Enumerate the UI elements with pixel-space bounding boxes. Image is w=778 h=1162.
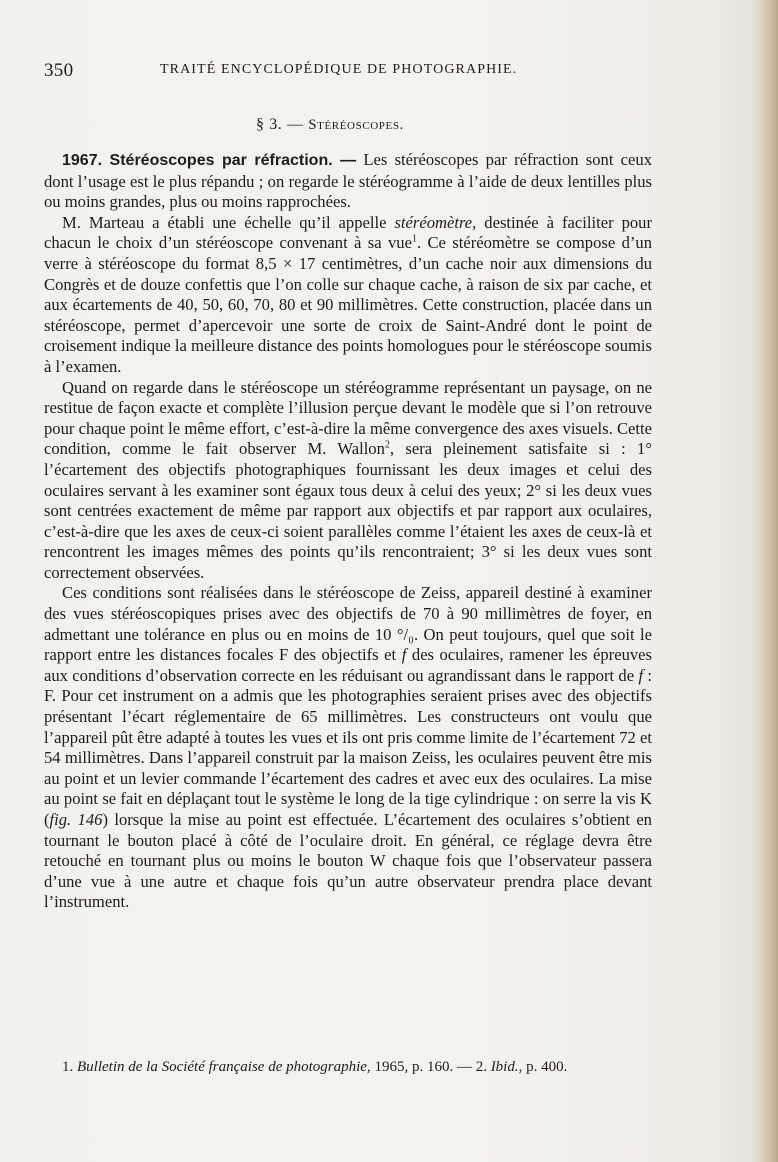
italic-term: stéréomètre, bbox=[394, 212, 477, 232]
paragraph-text: . Ce stéréomètre se compose d’un verre à stéréoscope du format 8,5 × 17 centimètres, d’un cache noir aux dimensions du Congrès et de douze confettis que l’on colle sur chaque cache, à raison de six par cache, et aux écartements de 40, 50, 60, 70, 80 et 90 millimètres. Cette construction, placée dans un stéréoscope, permet d’apercevoir une sorte de croix de Saint-André dont le point de croisement indique la meilleure distance des points homologues pour le stéréoscope soumis à l’examen. bbox=[44, 233, 653, 376]
footnote-number: 1. bbox=[62, 1059, 77, 1075]
paragraph-4 bbox=[44, 583, 652, 913]
footnote-ref: 1 bbox=[411, 233, 417, 245]
paragraph-text: Ces conditions sont réalisées dans le stéréoscope de Zeiss, appareil destiné à examiner des vues stéréoscopiques prises avec des objectifs de 70 à 90 millimètres de foyer, en admettant une tolérance en plus ou en moins de 10 °/₀. On peut toujours, quel que soit le rapport entre les distances focales F des objectifs et bbox=[44, 583, 652, 665]
footnote-source: Bulletin de la Société française de photographie, bbox=[77, 1059, 371, 1075]
footnotes bbox=[62, 1058, 662, 1077]
footnote-ibid: Ibid., bbox=[490, 1059, 523, 1075]
paragraph-3 bbox=[44, 378, 652, 584]
footnote-ref: 2 bbox=[384, 439, 390, 451]
section-title: Stéréoscopes. bbox=[308, 117, 404, 133]
paragraph-text: destinée à faciliter pour chacun le choix d’un stéréoscope convenant à sa vue bbox=[44, 212, 652, 253]
running-title: TRAITÉ ENCYCLOPÉDIQUE DE PHOTOGRAPHIE. bbox=[160, 62, 518, 77]
figure-reference: fig. 146 bbox=[49, 810, 103, 829]
italic-symbol: f bbox=[401, 645, 407, 665]
section-heading bbox=[256, 116, 404, 134]
page-number: 350 bbox=[44, 60, 74, 81]
paragraph-text: Quand on regarde dans le stéréoscope un stéréogramme représentant un paysage, on ne restitue de façon exacte et complète l’illusion perçue devant le modèle que si l’on retrouve pour chaque point le même effort, c’est-à-dire la même convergence des axes visuels. Cette condition, comme le fait observer M. Wallon bbox=[44, 377, 652, 459]
paragraph-text: Les stéréoscopes par réfraction sont ceux dont l’usage est le plus répandu ; on regarde le stéréogramme à l’aide de deux lentilles plus ou moins grandes, plus ou moins rapprochées. bbox=[44, 150, 652, 212]
body-text bbox=[44, 150, 652, 913]
paragraph-text: , sera pleinement satisfaite si : 1° l’écartement des objectifs photographiques fournissant les deux images et celui des oculaires servant à les examiner sont égaux tous deux à celui des yeux; 2° si les deux vues sont centrées exactement de même par rapport aux objectifs et par rapport aux oculaires, c’est-à-dire que les axes de ceux-ci soient parallèles comme l’étaient les axes de ceux-là et rencontrent les images mêmes des points qu’ils rencontraient; 3° si les deux vues sont correctement observées. bbox=[44, 439, 652, 582]
paragraph-text: M. Marteau a établi une échelle qu’il appelle bbox=[62, 212, 395, 232]
paragraph-2 bbox=[44, 213, 652, 378]
article-heading: 1967. Stéréoscopes par réfraction. — bbox=[62, 152, 357, 169]
page-edge bbox=[752, 0, 778, 1162]
paragraph-text: : F. Pour cet instrument on a admis que les photographies seraient prises avec des objectifs présentant l’écart réglementaire de 65 millimètres. Les constructeurs ont voulu que l’appareil pût être adapté à toutes les vues et ils ont pris comme limite de l’écartement 72 et 54 millimètres. Dans l’appareil construit par la maison Zeiss, les oculaires peuvent être mis au point et un levier commande l’écartement des cadres et avec eux des oculaires. La mise au point se fait en déplaçant tout le système le long de la tige cylindrique : on serre la vis K ( bbox=[44, 665, 652, 829]
footnote-text: p. 400. bbox=[522, 1059, 568, 1075]
paragraph-1 bbox=[44, 150, 652, 213]
paragraph-text: des oculaires, ramener les épreuves aux conditions d’observation correcte en les réduisant ou agrandissant dans le rapport de bbox=[44, 645, 652, 685]
footnote-text: 1965, p. 160. — 2. bbox=[370, 1059, 491, 1075]
italic-symbol: f bbox=[638, 665, 644, 685]
paragraph-text: ) lorsque la mise au point est effectuée. L’écartement des oculaires s’obtient en tournant le bouton placé à côté de l’oculaire droit. En général, ce réglage devra être retouché en tournant plus ou moins le bouton W chaque fois que l’observateur passera d’une vue à une autre et chaque fois qu’un autre observateur prendra place devant l’instrument. bbox=[44, 810, 652, 912]
section-number: § 3. — bbox=[256, 116, 304, 133]
